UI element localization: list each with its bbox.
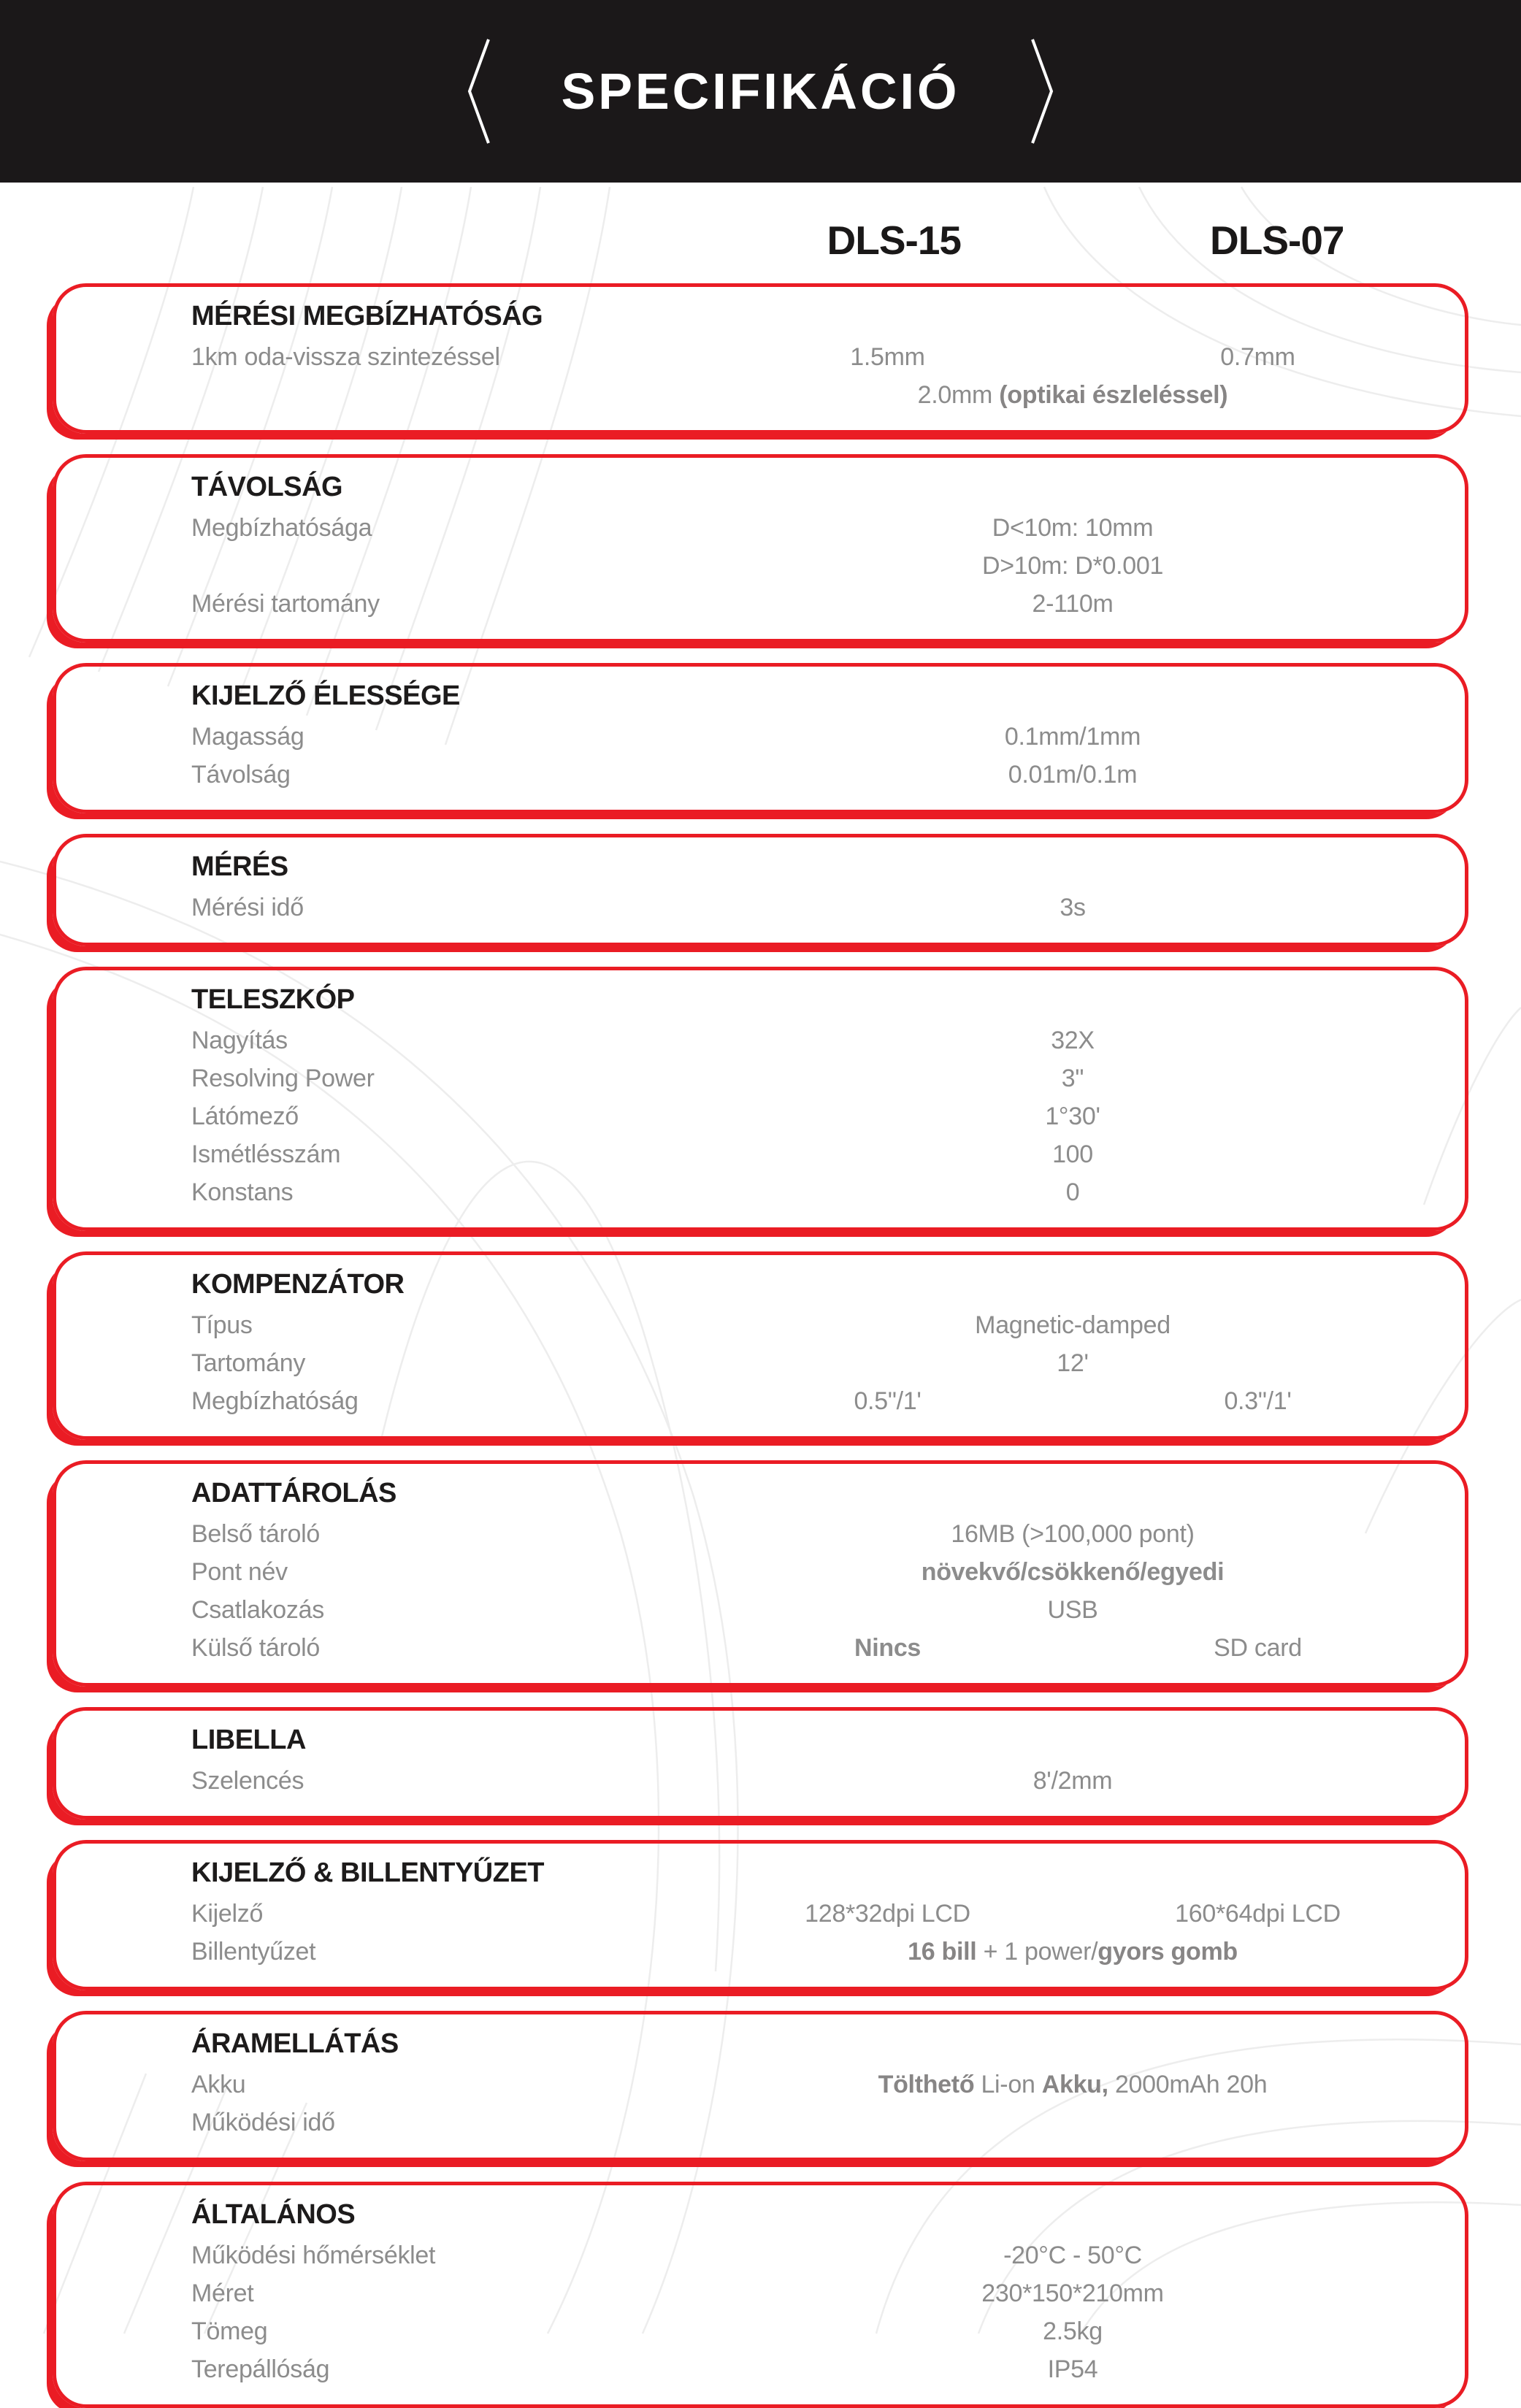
- section-title: ADATTÁROLÁS: [191, 1478, 396, 1508]
- row-label: Mérési idő: [191, 893, 304, 921]
- value-shared: -20°C - 50°C: [1003, 2241, 1142, 2269]
- row-label: Működési idő: [191, 2108, 335, 2136]
- spec-row: [191, 1762, 1443, 1800]
- value-shared: 3s: [1060, 893, 1086, 921]
- value-dls07: 0.3"/1': [1224, 1387, 1292, 1415]
- spec-row: [191, 338, 1443, 376]
- value-shared: Magnetic-damped: [975, 1311, 1171, 1339]
- value-dls15: 128*32dpi LCD: [805, 1899, 970, 1928]
- section-kijelzo-billentyuzet: [53, 1840, 1468, 1990]
- spec-row: [191, 2312, 1443, 2350]
- section-adattarolas: [53, 1460, 1468, 1687]
- row-label: Mérési tartomány: [191, 589, 380, 618]
- row-label: Méret: [191, 2279, 254, 2307]
- spec-row: [191, 1097, 1443, 1135]
- value-dls07: 160*64dpi LCD: [1175, 1899, 1341, 1928]
- row-label: Külső tároló: [191, 1633, 320, 1662]
- section-meres: [53, 834, 1468, 946]
- section-altalanos: [53, 2182, 1468, 2408]
- left-angle-bracket-icon: [464, 37, 492, 146]
- row-label: Megbízhatóság: [191, 1387, 359, 1415]
- value-shared: 2-110m: [1032, 589, 1114, 618]
- row-label: Csatlakozás: [191, 1595, 324, 1624]
- section-kompenzator: [53, 1251, 1468, 1440]
- row-label: Billentyűzet: [191, 1937, 316, 1966]
- value-dls15: 1.5mm: [850, 342, 925, 371]
- spec-row: [191, 2274, 1443, 2312]
- column-header-dls15: DLS-15: [827, 218, 961, 263]
- row-label: Akku: [191, 2070, 246, 2098]
- section-title: KOMPENZÁTOR: [191, 1269, 405, 1300]
- value-shared: 16MB (>100,000 pont): [951, 1519, 1195, 1548]
- section-title: KIJELZŐ & BILLENTYŰZET: [191, 1857, 544, 1888]
- section-meresi-megbizhatosag: [53, 283, 1468, 434]
- value-shared: növekvő/csökkenő/egyedi: [921, 1557, 1225, 1586]
- spec-row: [191, 585, 1443, 623]
- value-shared: 2.5kg: [1043, 2317, 1103, 2345]
- row-label: Ismétlésszám: [191, 1140, 341, 1168]
- value-shared: Tölthető Li-on Akku, 2000mAh 20h: [878, 2070, 1268, 2098]
- value-shared: USB: [1047, 1595, 1098, 1624]
- row-label: Resolving Power: [191, 1064, 375, 1092]
- value-dls15: Nincs: [854, 1633, 922, 1662]
- spec-row: [191, 1021, 1443, 1059]
- value-shared: 230*150*210mm: [981, 2279, 1164, 2307]
- section-title: MÉRÉSI MEGBÍZHATÓSÁG: [191, 301, 543, 331]
- spec-row: [191, 376, 1443, 414]
- row-label: Terepállóság: [191, 2355, 330, 2383]
- spec-row: [191, 2066, 1443, 2104]
- page-title: SPECIFIKÁCIÓ: [561, 63, 960, 120]
- spec-row: [191, 1306, 1443, 1344]
- value-shared: 0.1mm/1mm: [1004, 722, 1141, 751]
- row-label: Magasság: [191, 722, 304, 751]
- row-label: Távolság: [191, 760, 291, 789]
- section-title: ÁRAMELLÁTÁS: [191, 2028, 399, 2059]
- value-dls15: 0.5"/1': [854, 1387, 922, 1415]
- spec-row: [191, 1895, 1443, 1933]
- value-shared: D>10m: D*0.001: [981, 551, 1164, 580]
- model-columns: [53, 216, 1468, 264]
- spec-row: [191, 1515, 1443, 1553]
- spec-row: [191, 1933, 1443, 1971]
- right-angle-bracket-icon: [1029, 37, 1057, 146]
- spec-row: [191, 2236, 1443, 2274]
- section-tavolsag: [53, 454, 1468, 643]
- section-title: TÁVOLSÁG: [191, 472, 343, 502]
- spec-row: [191, 2104, 1443, 2141]
- spec-row: [191, 1553, 1443, 1591]
- spec-row: [191, 1135, 1443, 1173]
- value-shared: 0: [1065, 1178, 1080, 1206]
- value-shared: 0.01m/0.1m: [1008, 760, 1138, 789]
- value-shared: IP54: [1047, 2355, 1098, 2383]
- value-shared: 32X: [1051, 1026, 1095, 1054]
- section-aramellatas: [53, 2011, 1468, 2161]
- section-libella: [53, 1707, 1468, 1820]
- spec-row: [191, 718, 1443, 756]
- section-title: TELESZKÓP: [191, 984, 355, 1015]
- spec-row: [191, 547, 1443, 585]
- row-label: Megbízhatósága: [191, 513, 372, 542]
- row-label: Tömeg: [191, 2317, 268, 2345]
- spec-row: [191, 756, 1443, 794]
- spec-row: [191, 889, 1443, 927]
- value-shared: 1°30': [1045, 1102, 1100, 1130]
- spec-row: [191, 1382, 1443, 1420]
- row-label: Típus: [191, 1311, 253, 1339]
- spec-row: [191, 1344, 1443, 1382]
- column-header-dls07: DLS-07: [1210, 218, 1344, 263]
- page-header: [0, 0, 1521, 183]
- section-kijelzo-elessege: [53, 663, 1468, 813]
- value-shared: 2.0mm (optikai észleléssel): [917, 380, 1228, 409]
- spec-row: [191, 1591, 1443, 1629]
- spec-row: [191, 2350, 1443, 2388]
- section-title: ÁLTALÁNOS: [191, 2199, 356, 2230]
- spec-row: [191, 509, 1443, 547]
- section-title: LIBELLA: [191, 1725, 306, 1755]
- row-label: 1km oda-vissza szintezéssel: [191, 342, 500, 371]
- value-dls07: 0.7mm: [1220, 342, 1295, 371]
- row-label: Szelencés: [191, 1766, 304, 1795]
- section-teleszkop: [53, 967, 1468, 1231]
- row-label: Belső tároló: [191, 1519, 320, 1548]
- spec-row: [191, 1173, 1443, 1211]
- row-label: Látómező: [191, 1102, 299, 1130]
- spec-row: [191, 1059, 1443, 1097]
- value-dls07: SD card: [1214, 1633, 1302, 1662]
- spec-row: [191, 1629, 1443, 1667]
- value-shared: 100: [1052, 1140, 1093, 1168]
- row-label: Kijelző: [191, 1899, 264, 1928]
- row-label: Tartomány: [191, 1349, 306, 1377]
- value-shared: 16 bill + 1 power/gyors gomb: [908, 1937, 1238, 1966]
- row-label: Pont név: [191, 1557, 288, 1586]
- row-label: Működési hőmérséklet: [191, 2241, 436, 2269]
- value-shared: 12': [1057, 1349, 1089, 1377]
- value-shared: D<10m: 10mm: [992, 513, 1154, 542]
- section-title: MÉRÉS: [191, 851, 288, 882]
- row-label: Konstans: [191, 1178, 294, 1206]
- value-shared: 3": [1061, 1064, 1084, 1092]
- value-shared: 8'/2mm: [1032, 1766, 1113, 1795]
- row-label: Nagyítás: [191, 1026, 288, 1054]
- section-title: KIJELZŐ ÉLESSÉGE: [191, 680, 460, 711]
